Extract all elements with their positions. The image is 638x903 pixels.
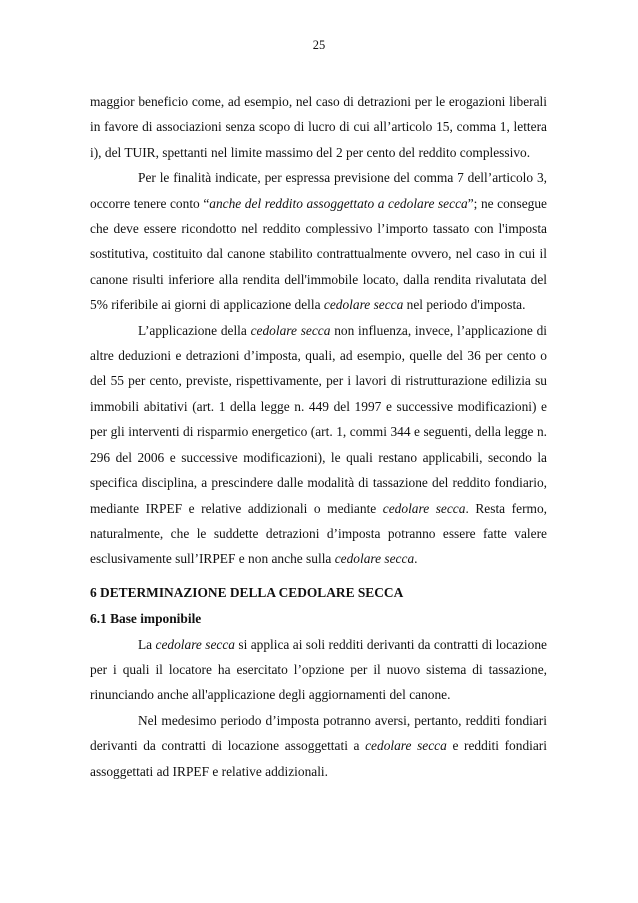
section-heading: 6 DETERMINAZIONE DELLA CEDOLARE SECCA (90, 584, 404, 600)
text-run: Per le finalità indicate, per espressa previsione del comma 7 dell’articolo 3, occorre tenere conto “ (90, 170, 547, 211)
text-run: La (138, 636, 156, 652)
text-run: L’applicazione della (138, 322, 251, 338)
text-run: e redditi fondiari assoggettati ad IRPEF e relative addizionali. (90, 738, 547, 779)
text-run: non influenza, invece, l’applicazione di altre deduzioni e detrazioni d’imposta, quali, ad esempio, quelle del 36 per cento o del 55 per cento, previste, rispettivamente, per i lavori di ristrutturazione edilizia su immobili abitativi (art. 1 della legge n. 449 del 1997 e successive modificazioni) e per gli interventi di risparmio energetico (art. 1, commi 344 e seguenti, della legge n. 296 del 2006 e successive modificazioni), le quali restano applicabili, secondo la specifica disciplina, a prescindere dalle modalità di tassazione del reddito fondiario, mediante IRPEF e relative addizionali o mediante (90, 322, 547, 516)
text-run: . (414, 551, 418, 567)
italic-term: cedolare secca (365, 738, 447, 754)
paragraph (90, 632, 547, 708)
italic-term: cedolare secca (155, 636, 235, 652)
text-run: nel periodo d'imposta. (403, 297, 526, 313)
text-run: si applica ai soli redditi derivanti da contratti di locazione per i quali il locatore ha esercitato l’opzione per il nuovo sistema di tassazione, rinunciando anche all'applicazione degli aggiornamenti del canone. (90, 636, 547, 703)
italic-term: cedolare secca (323, 297, 404, 313)
italic-term: anche del reddito assoggettato a cedolare secca (209, 195, 468, 211)
italic-term: cedolare secca (334, 551, 415, 567)
text-run: Nel medesimo periodo d’imposta potranno aversi, pertanto, redditi fondiari derivanti da contratti di locazione assoggettati a (90, 712, 547, 754)
paragraph (90, 708, 547, 784)
paragraph (90, 165, 547, 317)
text-run: maggior beneficio come, ad esempio, nel caso di detrazioni per le erogazioni liberali in favore di associazioni senza scopo di lucro di cui all’articolo 15, comma 1, lettera i), del TUIR, spettanti nel limite massimo del 2 per cento del reddito complessivo. (90, 94, 547, 160)
paragraph (90, 318, 547, 572)
italic-term: cedolare secca (382, 500, 466, 516)
subsection-heading: 6.1 Base imponibile (90, 611, 202, 627)
page-number: 25 (312, 38, 326, 52)
paragraph (90, 89, 547, 165)
text-run: ”; ne consegue che deve essere ricondotto nel reddito complessivo l’importo tassato con l'imposta sostitutiva, costituito dal canone stabilito contrattualmente ovvero, nel caso in cui il canone risulti inferiore alla rendita dell'immobile locato, dalla rendita rivalutata del 5% riferibile ai giorni di applicazione della (90, 195, 547, 313)
text-run: . Resta fermo, naturalmente, che le suddette detrazioni d’imposta potranno essere fatte valere esclusivamente sull’IRPEF e non anche sulla (90, 500, 547, 567)
page-body (90, 89, 547, 784)
italic-term: cedolare secca (250, 322, 331, 338)
